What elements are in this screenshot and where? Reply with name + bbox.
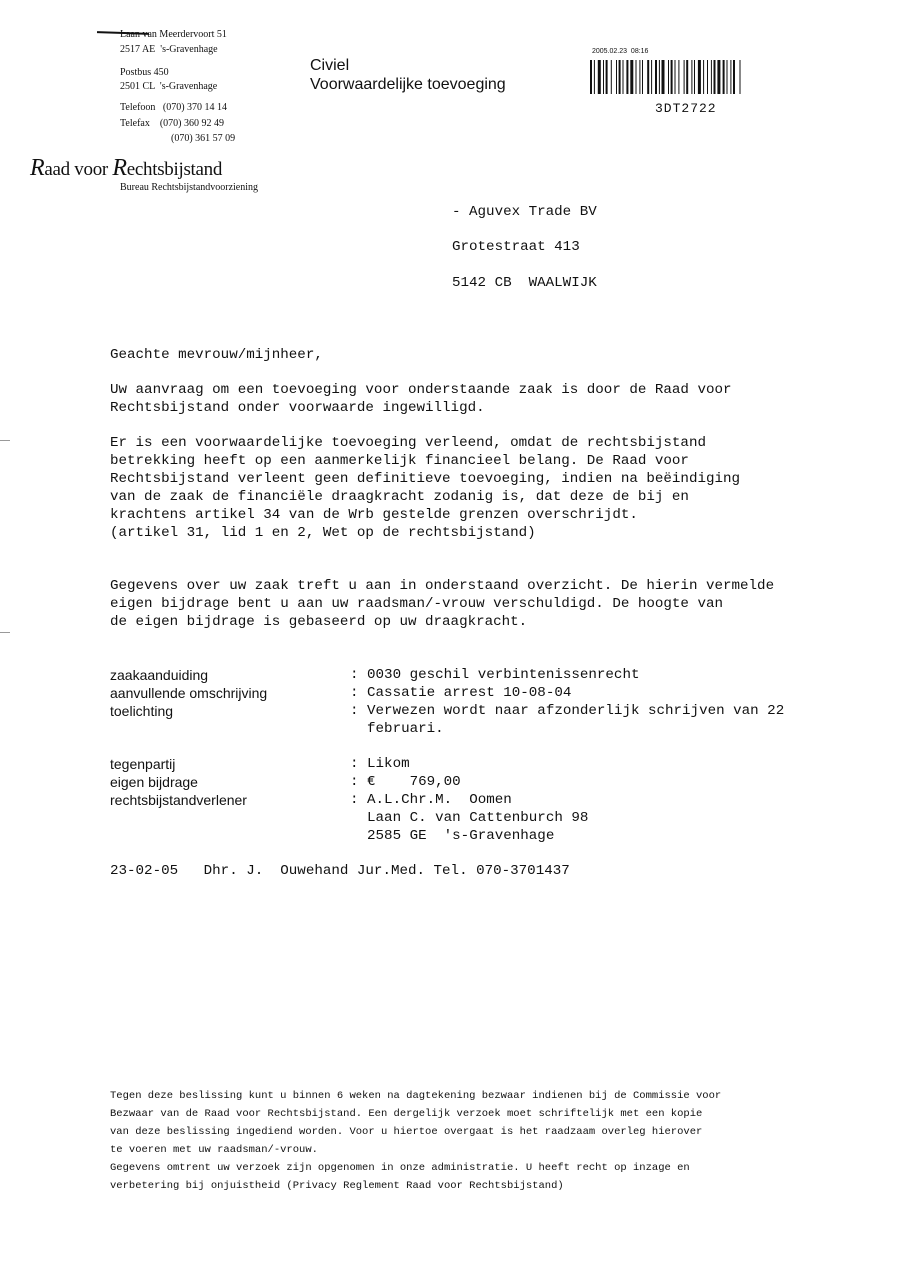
margin-mark bbox=[0, 440, 10, 441]
barcode-bar bbox=[598, 60, 601, 94]
barcode-bar bbox=[651, 60, 652, 94]
barcode-bar bbox=[730, 60, 731, 94]
barcode-bar bbox=[647, 60, 649, 94]
verlener-value-2: Laan C. van Cattenburch 98 bbox=[350, 810, 589, 826]
verlener-value-1: : A.L.Chr.M. Oomen bbox=[350, 792, 512, 808]
toelichting-value-1: : Verwezen wordt naar afzonderlijk schrijven van 22 bbox=[350, 703, 785, 719]
barcode-bar bbox=[642, 60, 643, 94]
bijdrage-label: eigen bijdrage bbox=[110, 774, 198, 790]
org-cap-1: R bbox=[30, 155, 45, 181]
recipient-name: - Aguvex Trade BV bbox=[452, 204, 597, 220]
barcode-bar bbox=[703, 60, 704, 94]
barcode-bar bbox=[619, 60, 621, 94]
barcode-bar bbox=[694, 60, 695, 94]
barcode-date: 2005.02.23 08:16 bbox=[592, 48, 649, 55]
barcode-bar bbox=[698, 60, 701, 94]
barcode-bar bbox=[630, 60, 633, 94]
margin-mark bbox=[0, 632, 10, 633]
barcode-bar bbox=[590, 60, 592, 94]
barcode-bar bbox=[594, 60, 595, 94]
footer-line: Tegen deze beslissing kunt u binnen 6 weken na dagtekening bezwaar indienen bij de Commissie voor bbox=[110, 1090, 722, 1102]
barcode-bar bbox=[671, 60, 673, 94]
paragraph-line: Uw aanvraag om een toevoeging voor onderstaande zaak is door de Raad voor bbox=[110, 382, 732, 398]
barcode-bar bbox=[626, 60, 628, 94]
paragraph-line: Gegevens over uw zaak treft u aan in onderstaand overzicht. De hierin vermelde bbox=[110, 578, 775, 594]
sender-telefax-2: (070) 361 57 09 bbox=[171, 133, 236, 144]
footer-line: te voeren met uw raadsman/-vrouw. bbox=[110, 1144, 318, 1156]
barcode-bar bbox=[717, 60, 720, 94]
barcode-bar bbox=[655, 60, 657, 94]
barcode-bar bbox=[678, 60, 679, 94]
barcode-bar bbox=[639, 60, 640, 94]
barcode-bar bbox=[668, 60, 669, 94]
verlener-label: rechtsbijstandverlener bbox=[110, 792, 247, 808]
footer-line: Bezwaar van de Raad voor Rechtsbijstand. Een dergelijk verzoek moet schriftelijk met een kopie bbox=[110, 1108, 703, 1120]
barcode-id: 3DT2722 bbox=[655, 101, 717, 116]
recipient-street: Grotestraat 413 bbox=[452, 239, 580, 255]
barcode-bar bbox=[611, 60, 612, 94]
barcode-bar bbox=[714, 60, 716, 94]
org-cap-2: R bbox=[112, 155, 127, 181]
toelichting-value-2: februari. bbox=[350, 721, 444, 737]
barcode-bar bbox=[636, 60, 637, 94]
sender-postbus: Postbus 450 bbox=[120, 67, 169, 78]
toelichting-label: toelichting bbox=[110, 703, 174, 719]
bijdrage-value: : € 769,00 bbox=[350, 774, 461, 790]
doc-category: Civiel bbox=[310, 57, 350, 74]
barcode-bar bbox=[603, 60, 604, 94]
zaak-label: zaakaanduiding bbox=[110, 667, 209, 683]
barcode-bar bbox=[711, 60, 712, 94]
org-text-1: aad voor bbox=[44, 159, 113, 180]
barcode-bar bbox=[691, 60, 692, 94]
paragraph-line: Rechtsbijstand onder voorwaarde ingewilligd. bbox=[110, 400, 485, 416]
paragraph-line: krachtens artikel 34 van de Wrb gestelde grenzen overschrijdt. bbox=[110, 507, 638, 523]
paragraph-line: Er is een voorwaardelijke toevoeging verleend, omdat de rechtsbijstand bbox=[110, 435, 706, 451]
verlener-value-3: 2585 GE 's-Gravenhage bbox=[350, 828, 555, 844]
barcode-bar bbox=[684, 60, 685, 94]
barcode-bar bbox=[606, 60, 608, 94]
barcode-bar bbox=[707, 60, 708, 94]
sender-street: Laan van Meerdervoort 51 bbox=[120, 29, 227, 40]
paragraph-line: de eigen bijdrage is gebaseerd op uw draagkracht. bbox=[110, 614, 528, 630]
signoff-line: 23-02-05 Dhr. J. Ouwehand Jur.Med. Tel. 070-3701437 bbox=[110, 863, 570, 879]
tegenpartij-label: tegenpartij bbox=[110, 756, 176, 772]
paragraph-line: Rechtsbijstand verleent geen definitieve toevoeging, indien na beëindiging bbox=[110, 471, 741, 487]
paragraph-line: eigen bijdrage bent u aan uw raadsman/-vrouw verschuldigd. De hoogte van bbox=[110, 596, 723, 612]
barcode-bar bbox=[686, 60, 688, 94]
recipient-city: 5142 CB WAALWIJK bbox=[452, 275, 597, 291]
sender-telefax-1: Telefax (070) 360 92 49 bbox=[120, 118, 224, 129]
footer-line: van deze beslissing ingediend worden. Voor u hiertoe overgaat is het raadzaam overleg hierover bbox=[110, 1126, 703, 1138]
salutation: Geachte mevrouw/mijnheer, bbox=[110, 347, 323, 363]
barcode-bar bbox=[675, 60, 676, 94]
paragraph-line: (artikel 31, lid 1 en 2, Wet op de rechtsbijstand) bbox=[110, 525, 536, 541]
tegenpartij-value: : Likom bbox=[350, 756, 410, 772]
sender-postbus-city: 2501 CL 's-Gravenhage bbox=[120, 81, 218, 92]
barcode-icon bbox=[590, 60, 782, 94]
barcode-bar bbox=[733, 60, 735, 94]
barcode-bar bbox=[727, 60, 728, 94]
doc-title: Voorwaardelijke toevoeging bbox=[310, 76, 506, 93]
organization-logo-text bbox=[30, 155, 222, 182]
omschrijving-label: aanvullende omschrijving bbox=[110, 685, 268, 701]
footer-line: verbetering bij onjuistheid (Privacy Reglement Raad voor Rechtsbijstand) bbox=[110, 1180, 564, 1192]
barcode-bar bbox=[723, 60, 725, 94]
barcode-bar bbox=[740, 60, 741, 94]
sender-telefoon: Telefoon (070) 370 14 14 bbox=[120, 102, 228, 113]
barcode-bar bbox=[659, 60, 660, 94]
barcode-bar bbox=[616, 60, 617, 94]
barcode-bar bbox=[623, 60, 624, 94]
barcode-bar bbox=[662, 60, 665, 94]
paragraph-line: betrekking heeft op een aanmerkelijk financieel belang. De Raad voor bbox=[110, 453, 689, 469]
organization-subtitle: Bureau Rechtsbijstandvoorziening bbox=[120, 182, 259, 193]
sender-postal-city: 2517 AE 's-Gravenhage bbox=[120, 44, 218, 55]
org-text-2: echtsbijstand bbox=[126, 159, 223, 180]
footer-line: Gegevens omtrent uw verzoek zijn opgenomen in onze administratie. U heeft recht op inzage en bbox=[110, 1162, 690, 1174]
omschrijving-value: : Cassatie arrest 10-08-04 bbox=[350, 685, 572, 701]
zaak-value: : 0030 geschil verbintenissenrecht bbox=[350, 667, 640, 683]
paragraph-line: van de zaak de financiële draagkracht zodanig is, dat deze de bij en bbox=[110, 489, 689, 505]
